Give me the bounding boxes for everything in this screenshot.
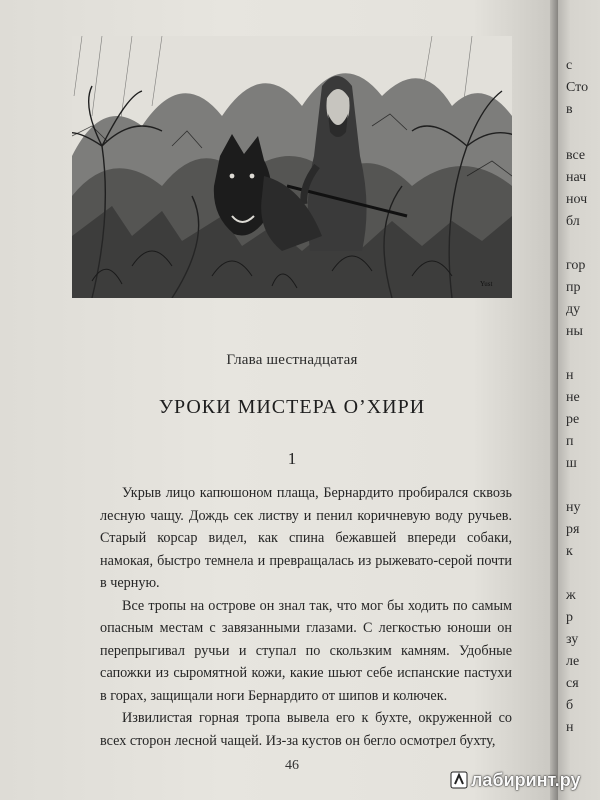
paragraph: Все тропы на острове он знал так, что мог бы ходить по самым опасным местам с завязанными глазами. С легкостью юноши он перепрыгивал ручьи и ступал по скользким камням. Удобные сапожки из сыромятной кожи, какие шьют себе испанские пастухи в горах, защищали ноги Бернардито от шипов и колючек. [100, 597, 512, 704]
right-page [558, 0, 600, 800]
right-page-fragment: н [566, 720, 574, 735]
right-page-fragment: зу [566, 632, 579, 647]
paragraph: Укрыв лицо капюшоном плаща, Бернардито пробирался сквозь лесную чащу. Дождь сек листву и пенил коричневую воду ручьев. Старый корсар видел, как спина бежавшей впереди собаки, намокая, быстро темнела и превращалась из рыжевато-серой почти в черную. [100, 485, 512, 591]
right-page-fragment: б [566, 698, 574, 713]
right-page-fragment: ну [566, 500, 581, 515]
chapter-label: Глава шестнадцатая [226, 352, 358, 368]
right-page-fragment: гор [566, 258, 586, 273]
watermark [450, 769, 581, 791]
right-page-fragment: р [566, 610, 573, 625]
page-number: 46 [285, 758, 299, 773]
right-page-fragment: ш [566, 456, 577, 471]
right-page-fragment: все [566, 148, 586, 163]
chapter-title: УРОКИ МИСТЕРА О’ХИРИ [158, 396, 426, 418]
jungle-illustration [72, 36, 512, 298]
right-page-fragment: в [566, 102, 573, 117]
watermark-text: лабиринт.ру [471, 769, 581, 790]
right-page-fragment: не [566, 390, 580, 405]
right-page-fragment: пр [566, 280, 581, 295]
body-text [100, 482, 512, 752]
right-page-fragment: ся [566, 676, 579, 691]
right-page-fragment: Сто [566, 80, 589, 95]
right-page-fragment: п [566, 434, 574, 449]
right-page-fragment: н [566, 368, 574, 383]
right-page-fragment: ле [566, 654, 580, 669]
right-page-fragment: нач [566, 170, 587, 185]
section-number: 1 [287, 449, 297, 468]
illustrator-signature: Yust [480, 280, 493, 288]
right-page-fragment: ду [566, 302, 581, 317]
right-page-fragment: бл [566, 214, 580, 229]
right-page-fragment: к [566, 544, 573, 559]
right-page-fragment: ря [566, 522, 580, 537]
right-page-fragment: с [566, 58, 573, 73]
right-page-fragment: ноч [566, 192, 588, 207]
right-page-fragment: ны [566, 324, 583, 339]
paragraph: Извилистая горная тропа вывела его к бухте, окруженной со всех сторон лесной чащей. Из-за кустов он бегло осмотрел бухту, [100, 710, 512, 749]
right-page-fragment: ре [566, 412, 580, 427]
labirint-logo-icon [450, 771, 468, 789]
right-page-fragment: ж [566, 588, 576, 603]
